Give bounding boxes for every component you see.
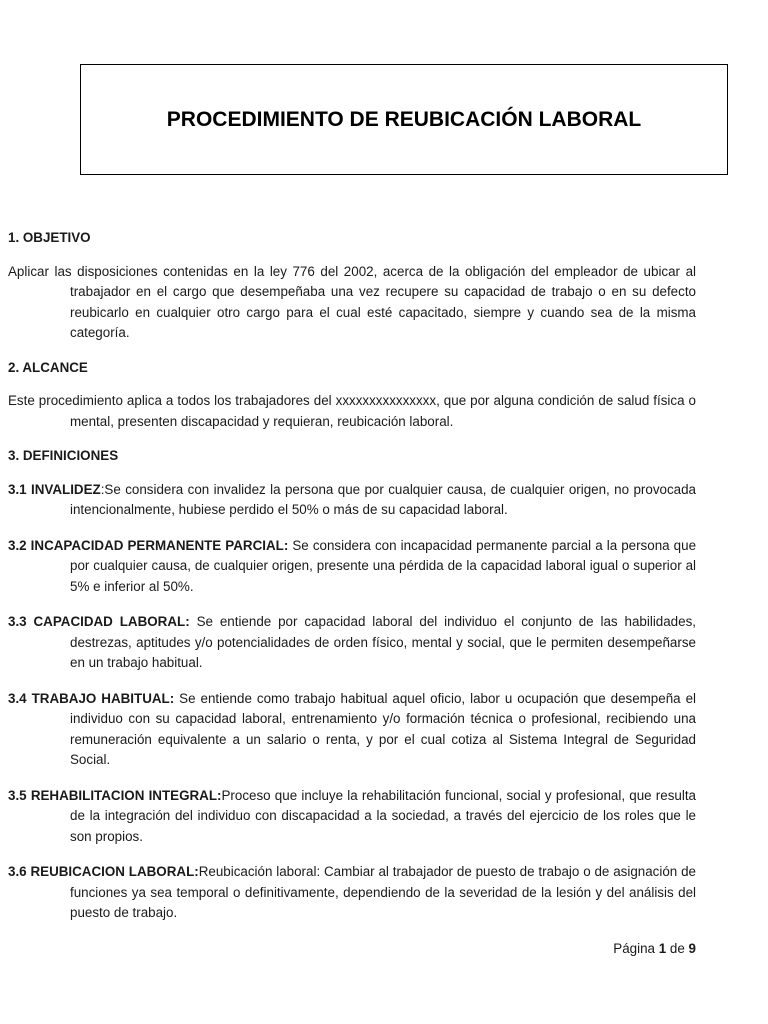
definition-term: 3.4 TRABAJO HABITUAL: <box>8 690 175 706</box>
definition-item <box>8 862 696 924</box>
definition-term: 3.5 REHABILITACION INTEGRAL: <box>8 787 222 803</box>
definition-term: 3.1 INVALIDEZ <box>8 481 101 497</box>
page-label: Página <box>613 941 655 956</box>
page-total: 9 <box>688 941 696 956</box>
page-of: de <box>669 941 685 956</box>
definition-term: 3.3 CAPACIDAD LABORAL: <box>8 614 190 629</box>
definition-item <box>8 689 696 771</box>
alcance-text: Este procedimiento aplica a todos los trabajadores del xxxxxxxxxxxxxxx, que por alguna condición de salud física o mental, presenten discapacidad y requieran, reubicación laboral. <box>8 393 696 429</box>
definition-text: Se entiende como trabajo habitual aquel oficio, labor u ocupación que desempeña el individuo con su capacidad laboral, entrenamiento y/o formación técnica o profesional, recibiendo una remuneración equivalente a un salario o renta, y por el cual cotiza al Sistema Integral de Seguridad Social. <box>70 690 696 767</box>
definition-text: Se considera con incapacidad permanente parcial a la persona que por cualquier causa, de cualquier origen, presente una pérdida de la capacidad laboral igual o superior al 5% e inferior al 50%. <box>70 537 697 594</box>
section-heading-definiciones: 3. DEFINICIONES <box>8 448 119 463</box>
definition-term: 3.6 REUBICACION LABORAL: <box>8 864 199 879</box>
definition-text: Reubicación laboral: Cambiar al trabajador de puesto de trabajo o de asignación de funciones ya sea temporal o definitivamente, dependiendo de la severidad de la lesión y del análisis del puesto de trabajo. <box>70 864 696 920</box>
definition-item <box>8 612 696 674</box>
document-title: PROCEDIMIENTO DE REUBICACIÓN LABORAL <box>166 107 642 131</box>
section-heading-alcance: 2. ALCANCE <box>8 359 88 375</box>
page-current: 1 <box>658 941 667 956</box>
section-heading-objetivo: 1. OBJETIVO <box>8 230 91 245</box>
definition-text: Se entiende por capacidad laboral del individuo el conjunto de las habilidades, destrezas, aptitudes y/o potencialidades de orden físico, mental y social, que le permiten desempeñarse en un trabajo habitual. <box>70 614 696 670</box>
definition-text: Proceso que incluye la rehabilitación funcional, social y profesional, que resulta de la integración del individuo con discapacidad a la sociedad, a través del ejercicio de los roles que le son propios. <box>70 787 696 844</box>
definition-item <box>8 480 696 521</box>
definition-term: 3.2 INCAPACIDAD PERMANENTE PARCIAL: <box>8 537 289 553</box>
objetivo-text: Aplicar las disposiciones contenidas en la ley 776 del 2002, acerca de la obligación del empleador de ubicar al trabajador en el cargo que desempeñaba una vez recupere su capacidad de trabajo o en su defecto reubicarlo en cualquier otro cargo para el cual esté capacitado, siempre y cuando sea de la misma categoría. <box>8 263 696 340</box>
definition-item <box>8 536 696 598</box>
document-body <box>8 228 696 924</box>
page-number <box>613 941 696 956</box>
definition-item <box>8 786 696 848</box>
definition-text: :Se considera con invalidez la persona que por cualquier causa, de cualquier origen, no provocada intencionalmente, hubiese perdido el 50% o más de su capacidad laboral. <box>70 481 697 517</box>
title-box <box>80 64 728 175</box>
